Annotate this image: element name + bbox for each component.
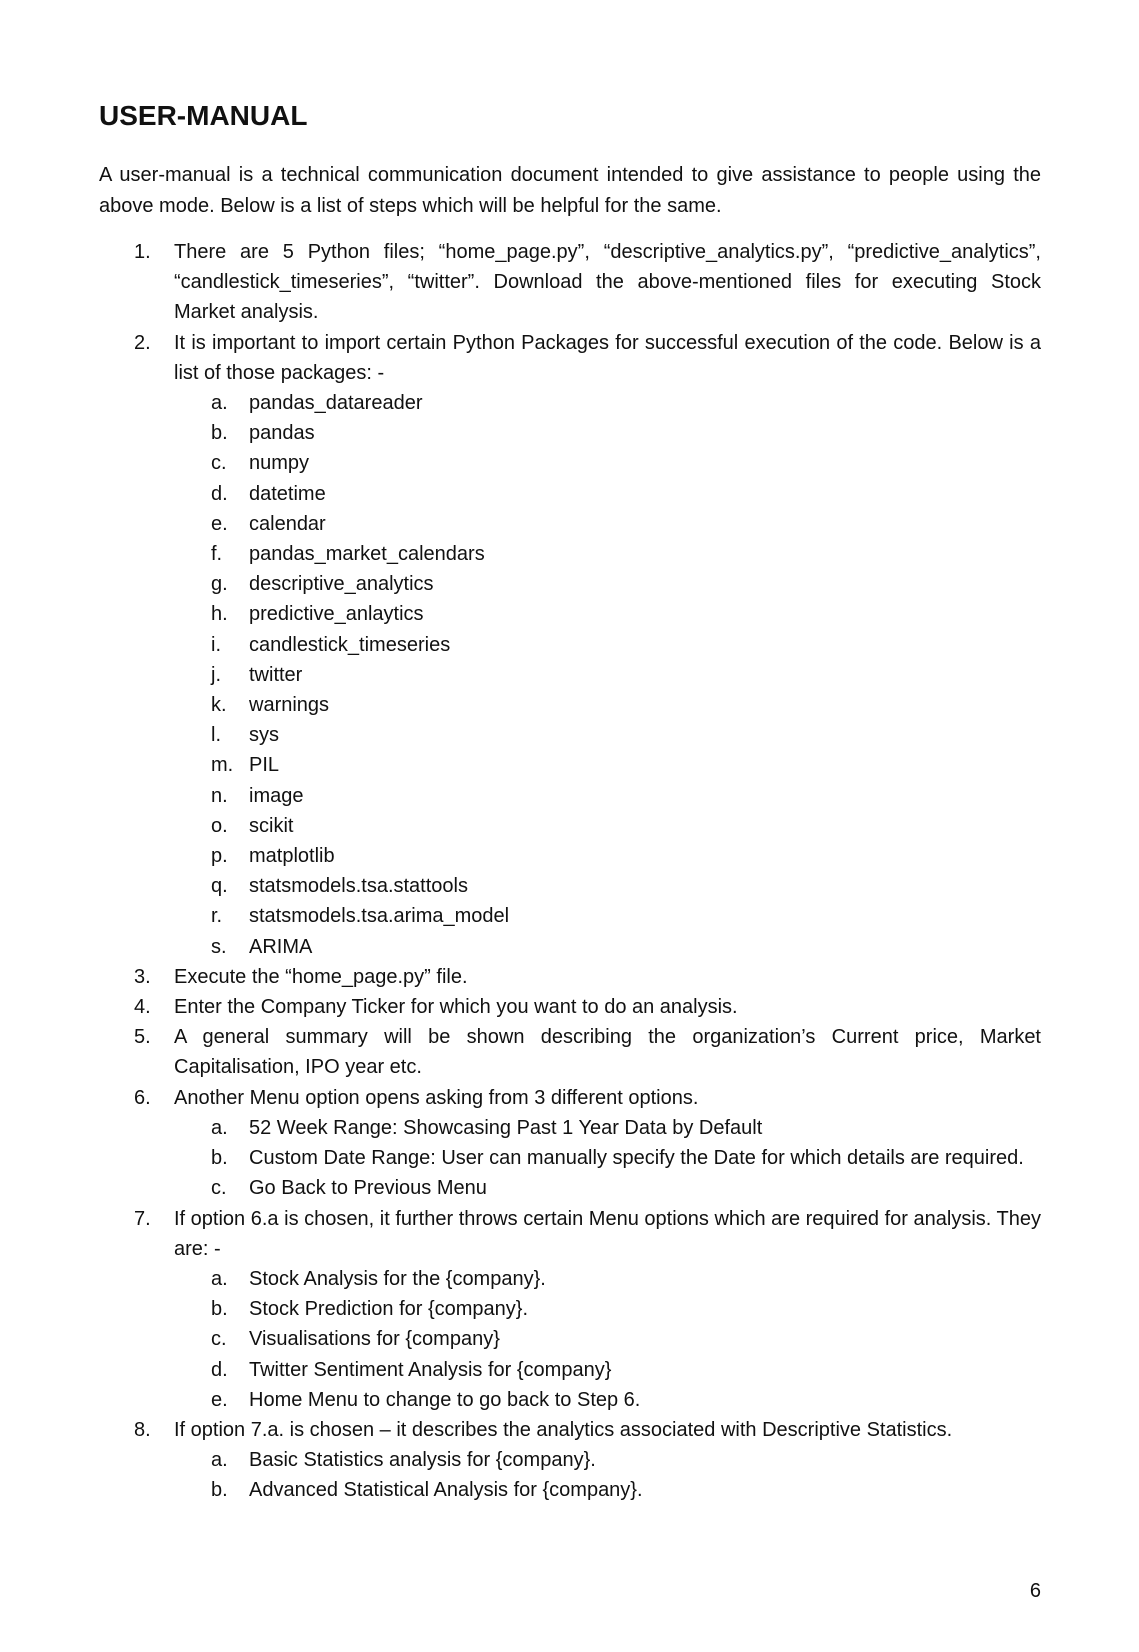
sub-item-text: Stock Prediction for {company}. (249, 1298, 529, 1321)
step-number: 4. (134, 996, 151, 1019)
sub-item-text: Advanced Statistical Analysis for {company}. (249, 1479, 643, 1502)
step-text: A general summary will be shown describing the organization’s Current price, Market Capitalisation, IPO year etc. (174, 1026, 1041, 1079)
sub-item-letter: e. (211, 512, 228, 535)
sub-list-item (174, 841, 1041, 871)
sub-item-letter: g. (211, 573, 228, 596)
sub-item-letter: a. (211, 392, 228, 415)
sub-item-text: image (249, 784, 304, 807)
step-number: 3. (134, 965, 151, 988)
sub-item-letter: a. (211, 1116, 228, 1139)
sub-item-text: numpy (249, 452, 310, 475)
sub-list-item (174, 479, 1041, 509)
step-item (99, 1022, 1041, 1082)
step-text: Execute the “home_page.py” file. (174, 965, 468, 988)
step-item (99, 962, 1041, 992)
sub-list-item (174, 599, 1041, 629)
sub-item-letter: d. (211, 1358, 228, 1381)
sub-item-text: twitter (249, 663, 303, 686)
sub-list (174, 1445, 1041, 1505)
step-item (99, 1204, 1041, 1415)
sub-item-text: candlestick_timeseries (249, 633, 451, 656)
sub-item-text: calendar (249, 512, 326, 535)
sub-item-letter: r. (211, 905, 223, 928)
sub-item-letter: s. (211, 935, 227, 958)
step-number: 5. (134, 1026, 151, 1049)
sub-item-letter: m. (211, 754, 234, 777)
sub-list-item (174, 901, 1041, 931)
sub-item-text: ARIMA (249, 935, 313, 958)
sub-list (174, 1264, 1041, 1415)
sub-item-letter: b. (211, 1479, 228, 1502)
step-text: If option 6.a is chosen, it further throws certain Menu options which are required for analysis. They are: - (174, 1207, 1041, 1260)
sub-item-text: statsmodels.tsa.arima_model (249, 905, 510, 928)
step-number: 2. (134, 331, 151, 354)
sub-list (174, 1113, 1041, 1204)
step-text: Another Menu option opens asking from 3 different options. (174, 1086, 699, 1109)
sub-item-letter: b. (211, 422, 228, 445)
sub-list-item (174, 448, 1041, 478)
sub-item-text: Twitter Sentiment Analysis for {company} (249, 1358, 612, 1381)
step-text: Enter the Company Ticker for which you want to do an analysis. (174, 996, 738, 1019)
sub-item-letter: a. (211, 1267, 228, 1290)
step-item (99, 328, 1041, 962)
sub-item-letter: i. (211, 633, 221, 656)
sub-item-text: datetime (249, 482, 326, 505)
step-number: 7. (134, 1207, 151, 1230)
sub-item-letter: n. (211, 784, 228, 807)
sub-list-item (174, 1264, 1041, 1294)
page-title: USER-MANUAL (99, 100, 308, 131)
sub-list-item (174, 811, 1041, 841)
sub-item-letter: q. (211, 875, 228, 898)
sub-list-item (174, 781, 1041, 811)
sub-item-letter: d. (211, 482, 228, 505)
sub-list-item (174, 418, 1041, 448)
sub-item-letter: f. (211, 543, 223, 566)
step-text: If option 7.a. is chosen – it describes the analytics associated with Descriptive Statistics. (174, 1418, 953, 1441)
sub-list-item (174, 1324, 1041, 1354)
sub-list-item (174, 690, 1041, 720)
sub-item-letter: p. (211, 845, 228, 868)
step-item (99, 1083, 1041, 1204)
sub-item-letter: h. (211, 603, 228, 626)
sub-item-letter: j. (211, 663, 221, 686)
sub-item-letter: c. (211, 1328, 227, 1351)
sub-item-text: pandas_market_calendars (249, 543, 485, 566)
page-number: 6 (1029, 1580, 1041, 1602)
sub-list-item (174, 388, 1041, 418)
sub-item-text: pandas (249, 422, 315, 445)
step-number: 1. (134, 241, 151, 263)
sub-list-item (174, 569, 1041, 599)
sub-item-text: Stock Analysis for the {company}. (249, 1267, 546, 1290)
step-item (99, 1415, 1041, 1506)
sub-item-text: descriptive_analytics (249, 573, 434, 596)
sub-list-item (174, 630, 1041, 660)
sub-item-text: statsmodels.tsa.stattools (249, 875, 468, 898)
sub-list-item (174, 1355, 1041, 1385)
sub-item-letter: o. (211, 814, 228, 837)
sub-item-text: predictive_anlaytics (249, 603, 424, 626)
sub-list-item (174, 750, 1041, 780)
sub-item-text: matplotlib (249, 845, 335, 868)
sub-item-letter: l. (211, 724, 221, 747)
step-number: 6. (134, 1086, 151, 1109)
sub-item-text: Home Menu to change to go back to Step 6. (249, 1388, 641, 1411)
sub-item-text: Visualisations for {company} (249, 1328, 500, 1351)
sub-list (174, 388, 1041, 962)
step-item (99, 992, 1041, 1022)
sub-item-text: 52 Week Range: Showcasing Past 1 Year Data by Default (249, 1116, 763, 1139)
sub-list-item (174, 660, 1041, 690)
sub-item-letter: b. (211, 1298, 228, 1321)
sub-list-item (174, 1113, 1041, 1143)
sub-item-text: scikit (249, 814, 294, 837)
sub-item-letter: b. (211, 1147, 228, 1170)
sub-item-text: Custom Date Range: User can manually specify the Date for which details are required. (249, 1147, 1024, 1170)
step-item (99, 237, 1041, 328)
sub-list-item (174, 1173, 1041, 1203)
sub-list-item (174, 509, 1041, 539)
sub-list-item (174, 1445, 1041, 1475)
steps-list (99, 237, 1041, 1506)
sub-list-item (174, 871, 1041, 901)
sub-item-text: Basic Statistics analysis for {company}. (249, 1449, 596, 1472)
sub-item-letter: c. (211, 452, 227, 475)
step-number: 8. (134, 1418, 151, 1441)
intro-paragraph: A user-manual is a technical communication document intended to give assistance to people using the above mode. Below is a list of steps which will be helpful for the same. (99, 164, 1041, 217)
sub-item-letter: k. (211, 694, 227, 717)
sub-item-text: sys (249, 724, 279, 747)
step-text: It is important to import certain Python Packages for successful execution of the code. Below is a list of those packages: - (174, 331, 1041, 384)
sub-list-item (174, 932, 1041, 962)
sub-item-text: warnings (249, 694, 330, 717)
sub-list-item (174, 1294, 1041, 1324)
sub-item-letter: e. (211, 1388, 228, 1411)
sub-item-text: pandas_datareader (249, 392, 423, 415)
sub-item-text: PIL (249, 754, 280, 777)
sub-item-text: Go Back to Previous Menu (249, 1177, 487, 1200)
sub-list-item (174, 1143, 1041, 1173)
sub-item-letter: c. (211, 1177, 227, 1200)
sub-list-item (174, 1475, 1041, 1505)
sub-item-letter: a. (211, 1449, 228, 1472)
step-text: There are 5 Python files; “home_page.py”, “descriptive_analytics.py”, “predictive_analytics”, “candlestick_timeseries”, “twitter”. Download the above-mentioned files for executing Stock Market analysis. (174, 241, 1041, 324)
sub-list-item (174, 539, 1041, 569)
sub-list-item (174, 720, 1041, 750)
sub-list-item (174, 1385, 1041, 1415)
